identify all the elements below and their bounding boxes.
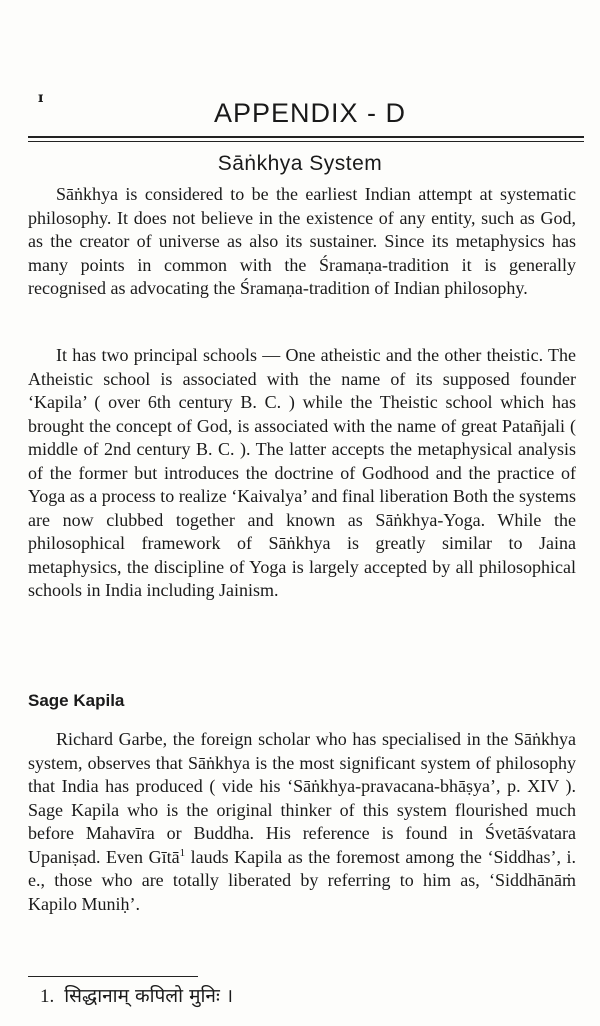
paragraph-text: It has two principal schools — One atheistic and the other theistic. The Atheistic school is associated with the name of its supposed founder ‘Kapila’ ( over 6th century B. C. ) while the Theistic school which has brought the concept of God, is associated with the name of great Patañjali ( middle of 2nd century B. C. ). The latter accepts the metaphysical analysis of the former but introduces the doctrine of Godhood and the practice of Yoga as a process to realize ‘Kaivalya’ and final liberation Both the systems are now clubbed together and known as Sāṅkhya-Yoga. While the philosophical framework of Sāṅkhya is greatly similar to Jaina metaphysics, the discipline of Yoga is largely accepted by all philosophical schools in India including Jainism. xyxy=(28,345,576,600)
footnote-rule xyxy=(28,976,198,977)
corner-mark: ɪ xyxy=(38,90,44,106)
footnote-text: सिद्धानाम् कपिलो मुनिः । xyxy=(64,985,234,1007)
footnote-reference: 1 xyxy=(179,846,186,859)
paragraph-text-part: lauds Kapila as the foremost among the ‘Siddhas’, i. e., those who are totally liberated by referring to him as, ‘Siddhānāṁ Kapilo Muniḥ’. xyxy=(28,846,576,914)
paragraph-intro xyxy=(28,183,576,301)
section-title: Sāṅkhya System xyxy=(217,152,383,175)
paragraph-text xyxy=(28,728,576,916)
paragraph-kapila xyxy=(28,728,576,916)
footnote-number: 1. xyxy=(40,986,55,1007)
appendix-title: APPENDIX - D xyxy=(213,98,407,128)
title-rule-thick xyxy=(28,136,584,138)
paragraph-text: Sāṅkhya is considered to be the earliest Indian attempt at systematic philosophy. It does not believe in the existence of any entity, such as God, as the creator of universe as also its sustainer. Since its metaphysics has many points in common with the Śramaṇa-tradition it is generally recognised as advocating the Śramaṇa-tradition of Indian philosophy. xyxy=(28,184,576,298)
paragraph-text-part: Richard Garbe, the foreign scholar who has specialised in the Sāṅkhya system, observes that Sāṅkhya is the most significant system of philosophy that India has produced ( vide his ‘Sāṅkhya-pravacana-bhāṣya’, p. XIV ). Sage Kapila who is the original thinker of this system flourished much before Mahavīra or Buddha. His reference is found in Śvetāśvatara Upaniṣad. Even Gītā xyxy=(28,729,576,867)
footnote xyxy=(40,982,233,1008)
paragraph-schools xyxy=(28,344,576,603)
subheading-sage-kapila: Sage Kapila xyxy=(28,691,125,710)
title-rule-thin xyxy=(28,141,584,142)
